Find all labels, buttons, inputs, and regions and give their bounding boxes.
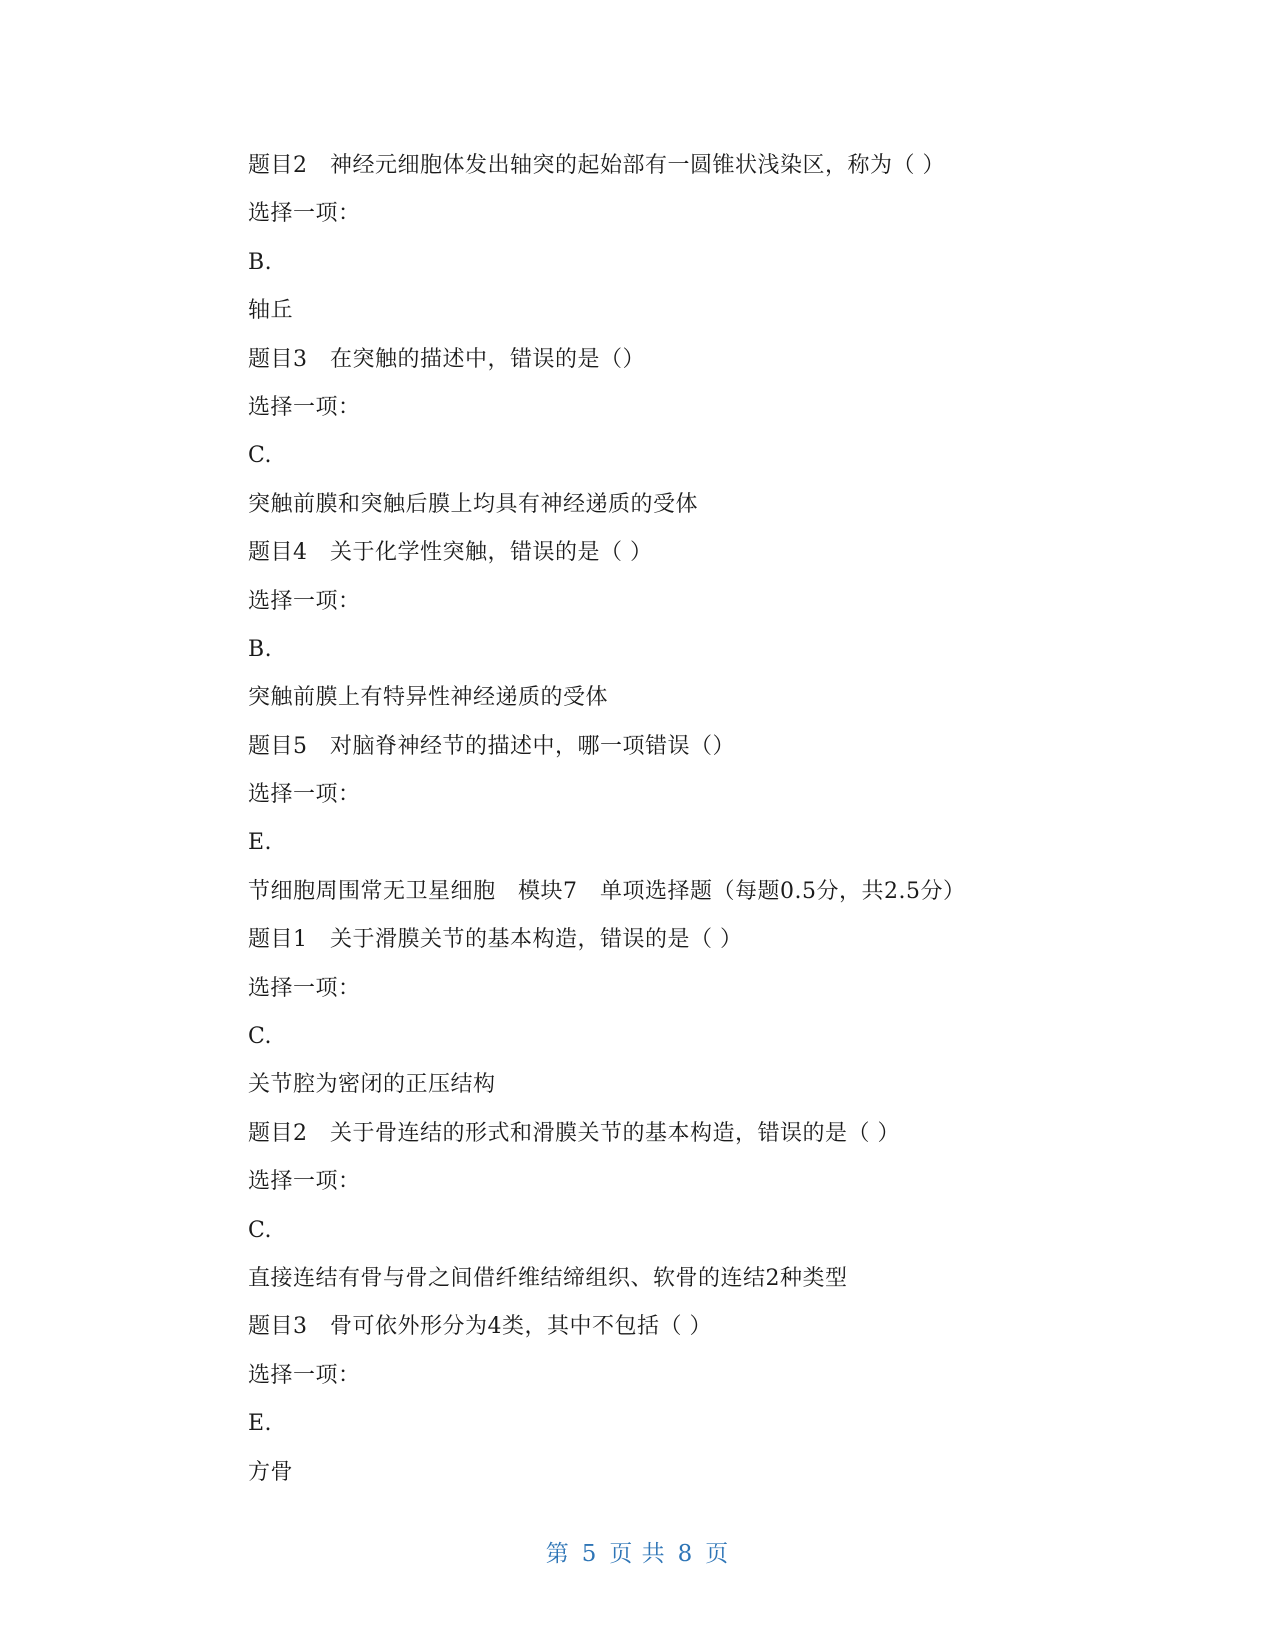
- answer-letter: B.: [248, 249, 273, 275]
- question-heading: 题目5 对脑脊神经节的描述中，哪一项错误（）: [248, 733, 735, 759]
- choose-one-label: 选择一项：: [248, 394, 361, 420]
- page-footer: [0, 1535, 1275, 1568]
- choose-one-label: 选择一项：: [248, 588, 361, 614]
- answer-letter: E.: [248, 1411, 273, 1437]
- answer-letter: C.: [248, 1217, 273, 1243]
- answer-letter: C.: [248, 443, 273, 469]
- answer-text: 轴丘: [248, 298, 294, 324]
- question-heading: 题目3 骨可依外形分为4类，其中不包括（ ）: [248, 1314, 712, 1340]
- answer-letter: E.: [248, 830, 273, 856]
- choose-one-label: 选择一项：: [248, 1362, 361, 1388]
- answer-text: 关节腔为密闭的正压结构: [248, 1072, 496, 1098]
- footer-prefix: 第: [545, 1541, 570, 1567]
- document-body: [248, 142, 1068, 1497]
- choose-one-label: 选择一项：: [248, 975, 361, 1001]
- total-pages-number: 8: [677, 1541, 694, 1567]
- question-heading: 题目2 神经元细胞体发出轴突的起始部有一圆锥状浅染区，称为（ ）: [248, 153, 945, 178]
- answer-letter: C.: [248, 1024, 273, 1050]
- answer-text: 直接连结有骨与骨之间借纤维结缔组织、软骨的连结2种类型: [248, 1265, 848, 1291]
- question-heading: 题目2 关于骨连结的形式和滑膜关节的基本构造，错误的是（ ）: [248, 1120, 900, 1146]
- footer-middle: 页 共: [609, 1541, 666, 1567]
- question-heading: 题目1 关于滑膜关节的基本构造，错误的是（ ）: [248, 927, 743, 953]
- choose-one-label: 选择一项：: [248, 782, 361, 808]
- question-heading: 题目3 在突触的描述中，错误的是（）: [248, 346, 645, 372]
- answer-text: 方骨: [248, 1459, 294, 1485]
- choose-one-label: 选择一项：: [248, 201, 361, 227]
- choose-one-label: 选择一项：: [248, 1169, 361, 1195]
- footer-suffix: 页: [705, 1541, 730, 1567]
- current-page-number: 5: [581, 1541, 598, 1567]
- answer-text-with-module-heading: 节细胞周围常无卫星细胞 模块7 单项选择题（每题0.5分，共2.5分）: [248, 878, 966, 904]
- answer-text: 突触前膜和突触后膜上均具有神经递质的受体: [248, 491, 699, 517]
- answer-text: 突触前膜上有特异性神经递质的受体: [248, 685, 609, 711]
- answer-letter: B.: [248, 636, 273, 662]
- question-heading: 题目4 关于化学性突触，错误的是（ ）: [248, 540, 653, 566]
